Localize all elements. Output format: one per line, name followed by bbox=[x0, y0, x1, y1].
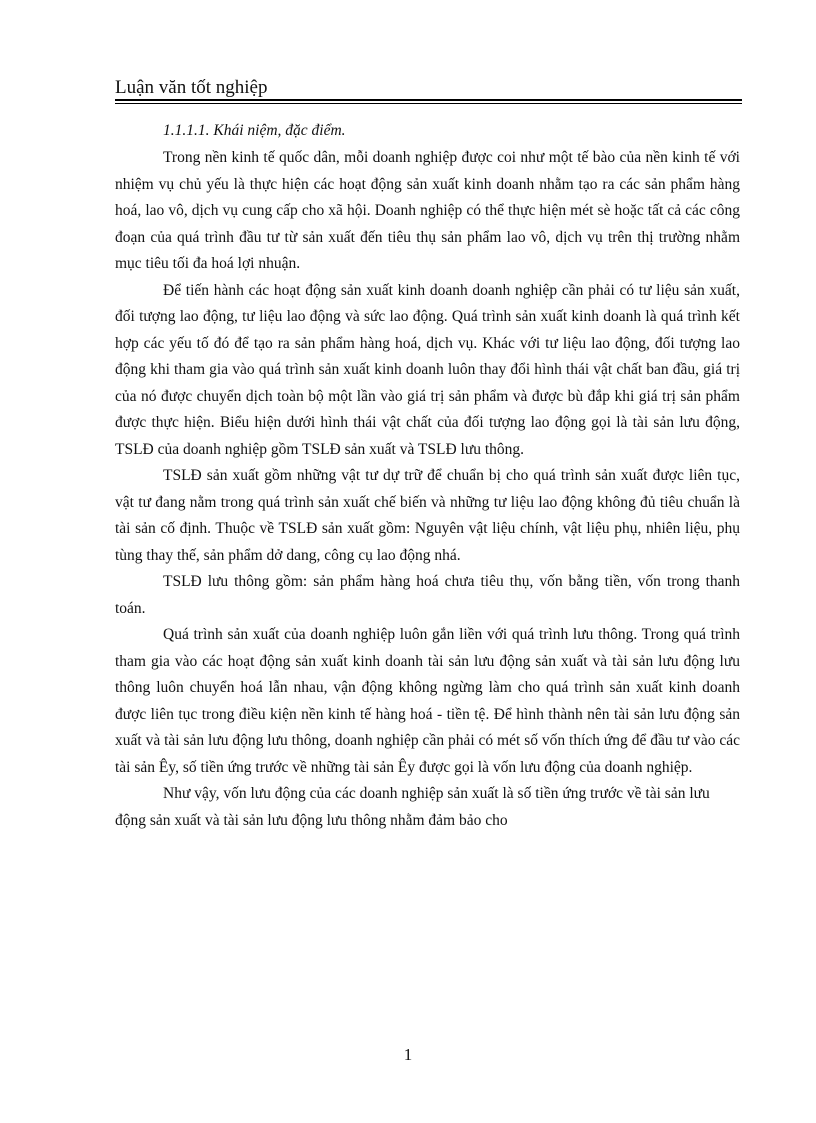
document-body bbox=[115, 117, 740, 834]
section-heading: 1.1.1.1. Khái niệm, đặc điểm. bbox=[163, 122, 346, 139]
paragraph-5: Quá trình sản xuất của doanh nghiệp luôn gắn liền với quá trình lưu thông. Trong quá trình tham gia vào các hoạt động sản xuất kinh doanh tài sản lưu động sản xuất và tài sản lưu động lưu thông luôn chuyển hoá lẫn nhau, vận động không ngừng làm cho quá trình sản xuất kinh doanh được liên tục trong điều kiện nền kinh tế hàng hoá - tiền tệ. Để hình thành nên tài sản lưu động sản xuất và tài sản lưu động lưu thông, doanh nghiệp cần phải có mét số vốn thích ứng để đầu tư vào các tài sản Êy, số tiền ứng trước về những tài sản Êy được gọi là vốn lưu động của doanh nghiệp. bbox=[115, 626, 740, 776]
page-number: 1 bbox=[403, 1045, 413, 1064]
header-rule-thick bbox=[115, 99, 742, 101]
paragraph-3: TSLĐ sản xuất gồm những vật tư dự trữ để chuẩn bị cho quá trình sản xuất được liên tục, vật tư đang nằm trong quá trình sản xuất chế biến và những tư liệu lao động không đủ tiêu chuẩn là tài sản cố định. Thuộc về TSLĐ sản xuất gồm: Nguyên vật liệu chính, vật liệu phụ, nhiên liệu, phụ tùng thay thế, sản phẩm dở dang, công cụ lao động nhá. bbox=[115, 467, 740, 564]
paragraph-1: Trong nền kinh tế quốc dân, mỗi doanh nghiệp được coi như một tế bào của nền kinh tế với nhiệm vụ chủ yếu là thực hiện các hoạt động sản xuất kinh doanh nhằm tạo ra các sản phẩm hàng hoá, lao vô, dịch vụ cung cấp cho xã hội. Doanh nghiệp có thể thực hiện mét sè hoặc tất cả các công đoạn của quá trình đầu tư từ sản xuất đến tiêu thụ sản phẩm lao vô, dịch vụ trên thị trường nhằm mục tiêu tối đa hoá lợi nhuận. bbox=[115, 149, 740, 272]
header-rule-thin bbox=[115, 103, 742, 104]
paragraph-4: TSLĐ lưu thông gồm: sản phẩm hàng hoá chưa tiêu thụ, vốn bằng tiền, vốn trong thanh toán. bbox=[115, 573, 740, 617]
page-header bbox=[115, 76, 742, 106]
header-title: Luận văn tốt nghiệp bbox=[115, 77, 268, 98]
paragraph-6: Như vậy, vốn lưu động của các doanh nghiệp sản xuất là số tiền ứng trước về tài sản lưu động sản xuất và tài sản lưu động lưu thông nhằm đảm bảo cho bbox=[115, 785, 710, 829]
paragraph-2: Để tiến hành các hoạt động sản xuất kinh doanh doanh nghiệp cần phải có tư liệu sản xuất, đối tượng lao động, tư liệu lao động và sức lao động. Quá trình sản xuất kinh doanh là quá trình kết hợp các yếu tố đó để tạo ra sản phẩm hàng hoá, dịch vụ. Khác với tư liệu lao động, đối tượng lao động khi tham gia vào quá trình sản xuất kinh doanh luôn thay đổi hình thái vật chất ban đầu, giá trị của nó được chuyển dịch toàn bộ một lần vào giá trị sản phẩm và được bù đắp khi giá trị sản phẩm được thực hiện. Biểu hiện dưới hình thái vật chất của đối tượng lao động gọi là tài sản lưu động, TSLĐ của doanh nghiệp gồm TSLĐ sản xuất và TSLĐ lưu thông. bbox=[115, 281, 740, 458]
